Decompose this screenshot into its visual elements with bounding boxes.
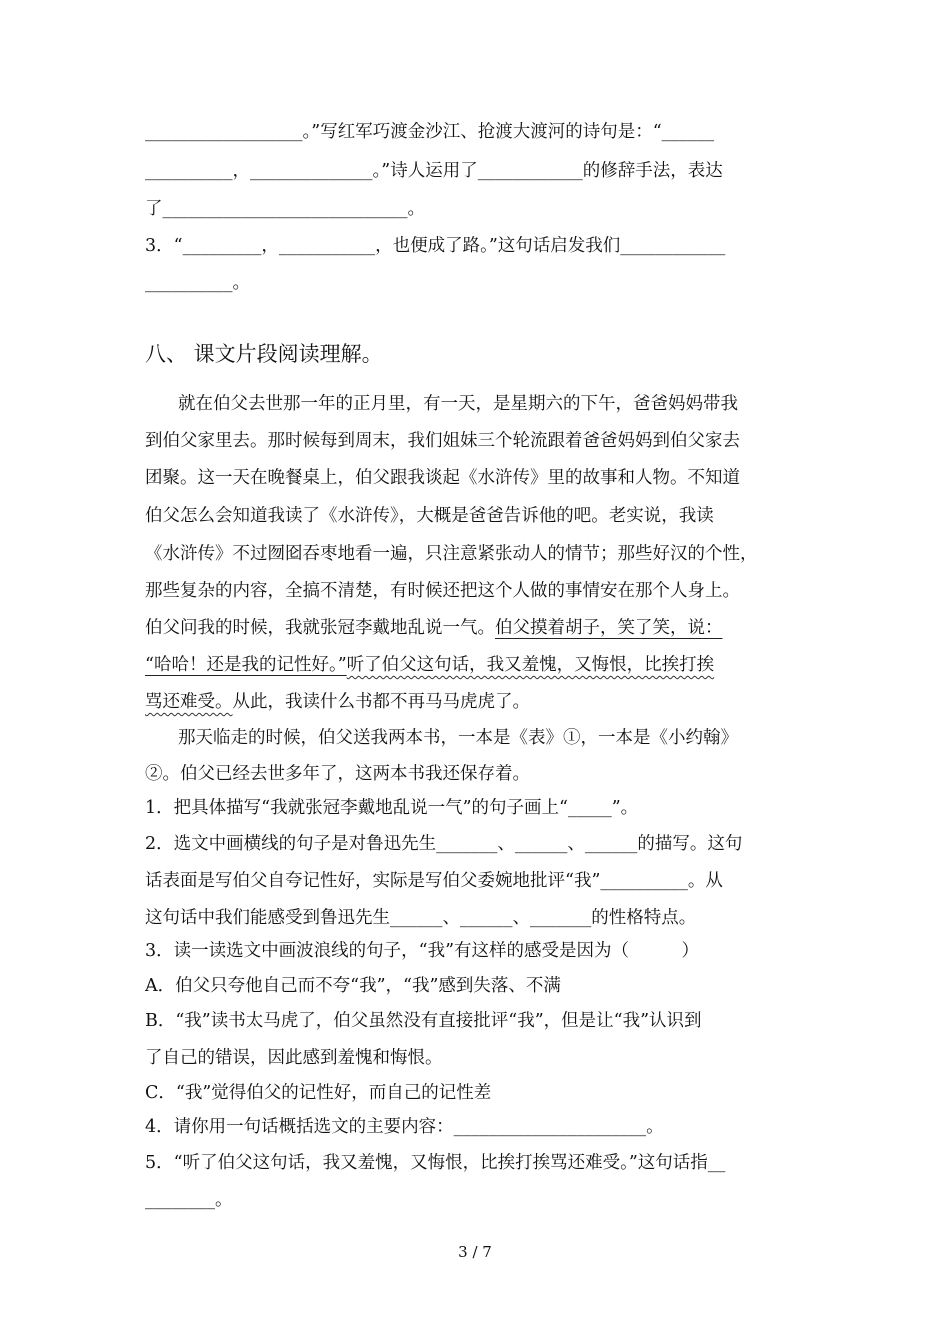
option-c: C．“我”觉得伯父的记性好，而自己的记性差 [145,1083,492,1103]
question-2: 2．选文中画横线的句子是对鲁迅先生_______、______、______的描写。这句 [145,834,743,854]
passage-line: 那些复杂的内容，全搞不清楚，有时候还把这个人做的事情安在那个人身上。 [145,581,740,601]
text-line: __________，______________。”诗人运用了____________的修辞手法，表达 [145,161,723,181]
passage-line: 团聚。这一天在晚餐桌上，伯父跟我谈起《水浒传》里的故事和人物。不知道 [145,468,740,488]
passage-line: 到伯父家里去。那时候每到周末，我们姐妹三个轮流跟着爸爸妈妈到伯父家去 [145,431,740,451]
option-b: B．“我”读书太马虎了，伯父虽然没有直接批评“我”，但是让“我”认识到 [145,1011,702,1031]
underlined-sentence: “哈哈！还是我的记性好。” [145,655,347,675]
section-title: 八、 课文片段阅读理解。 [145,342,383,366]
page-number: 3 / 7 [458,1243,492,1261]
text-line: 了____________________________。 [145,199,425,219]
underlined-sentence: 伯父摸着胡子，笑了笑，说： [495,618,723,638]
passage-line [145,691,530,713]
passage-text: 从此，我读什么书都不再马马虎虎了。 [232,692,530,712]
passage-line: ②。伯父已经去世多年了，这两本书我还保存着。 [145,764,530,784]
passage-line [145,617,723,639]
wavy-underlined-sentence: 骂还难受。 [145,692,233,712]
passage-line: 伯父怎么会知道我读了《水浒传》，大概是爸爸告诉他的吧。老实说，我读 [145,506,714,526]
question-5: 5．“听了伯父这句话，我又羞愧，又悔恨，比挨打挨骂还难受。”这句话指__ [145,1153,726,1173]
question-2-line: 话表面是写伯父自夸记性好，实际是写伯父委婉地批评“我”__________。从 [145,871,723,891]
wavy-underlined-sentence: 听了伯父这句话，我又羞愧，又悔恨，比挨打挨 [346,655,715,675]
text-line: __________。 [145,273,250,293]
question-5-line: ________。 [145,1190,233,1210]
question-1: 1．把具体描写“我就张冠李戴地乱说一气”的句子画上“_____”。 [145,798,639,818]
question-4: 4．请你用一句话概括选文的主要内容：______________________。 [145,1117,664,1137]
question-3: 3．读一读选文中画波浪线的句子，“我”有这样的感受是因为（ ） [145,941,700,961]
passage-line: 《水浒传》不过囫囵吞枣地看一遍，只注意紧张动人的情节；那些好汉的个性， [145,544,758,564]
option-b-line: 了自己的错误，因此感到羞愧和悔恨。 [145,1048,443,1068]
question-3: 3．“_________，___________，也便成了路。”这句话启发我们____________ [145,236,726,256]
option-a: A．伯父只夸他自己而不夸“我”，“我”感到失落、不满 [145,976,561,996]
question-2-line: 这句话中我们能感受到鲁迅先生______、______、_______的性格特点。 [145,908,697,928]
passage-line: 那天临走的时候，伯父送我两本书，一本是《表》①，一本是《小约翰》 [178,728,738,748]
text-line: __________________。”写红军巧渡金沙江、抢渡大渡河的诗句是：“______ [145,122,715,142]
passage-line [145,654,714,676]
passage-text: 伯父问我的时候，我就张冠李戴地乱说一气。 [145,618,495,638]
passage-line: 就在伯父去世那一年的正月里，有一天，是星期六的下午，爸爸妈妈带我 [178,394,738,414]
